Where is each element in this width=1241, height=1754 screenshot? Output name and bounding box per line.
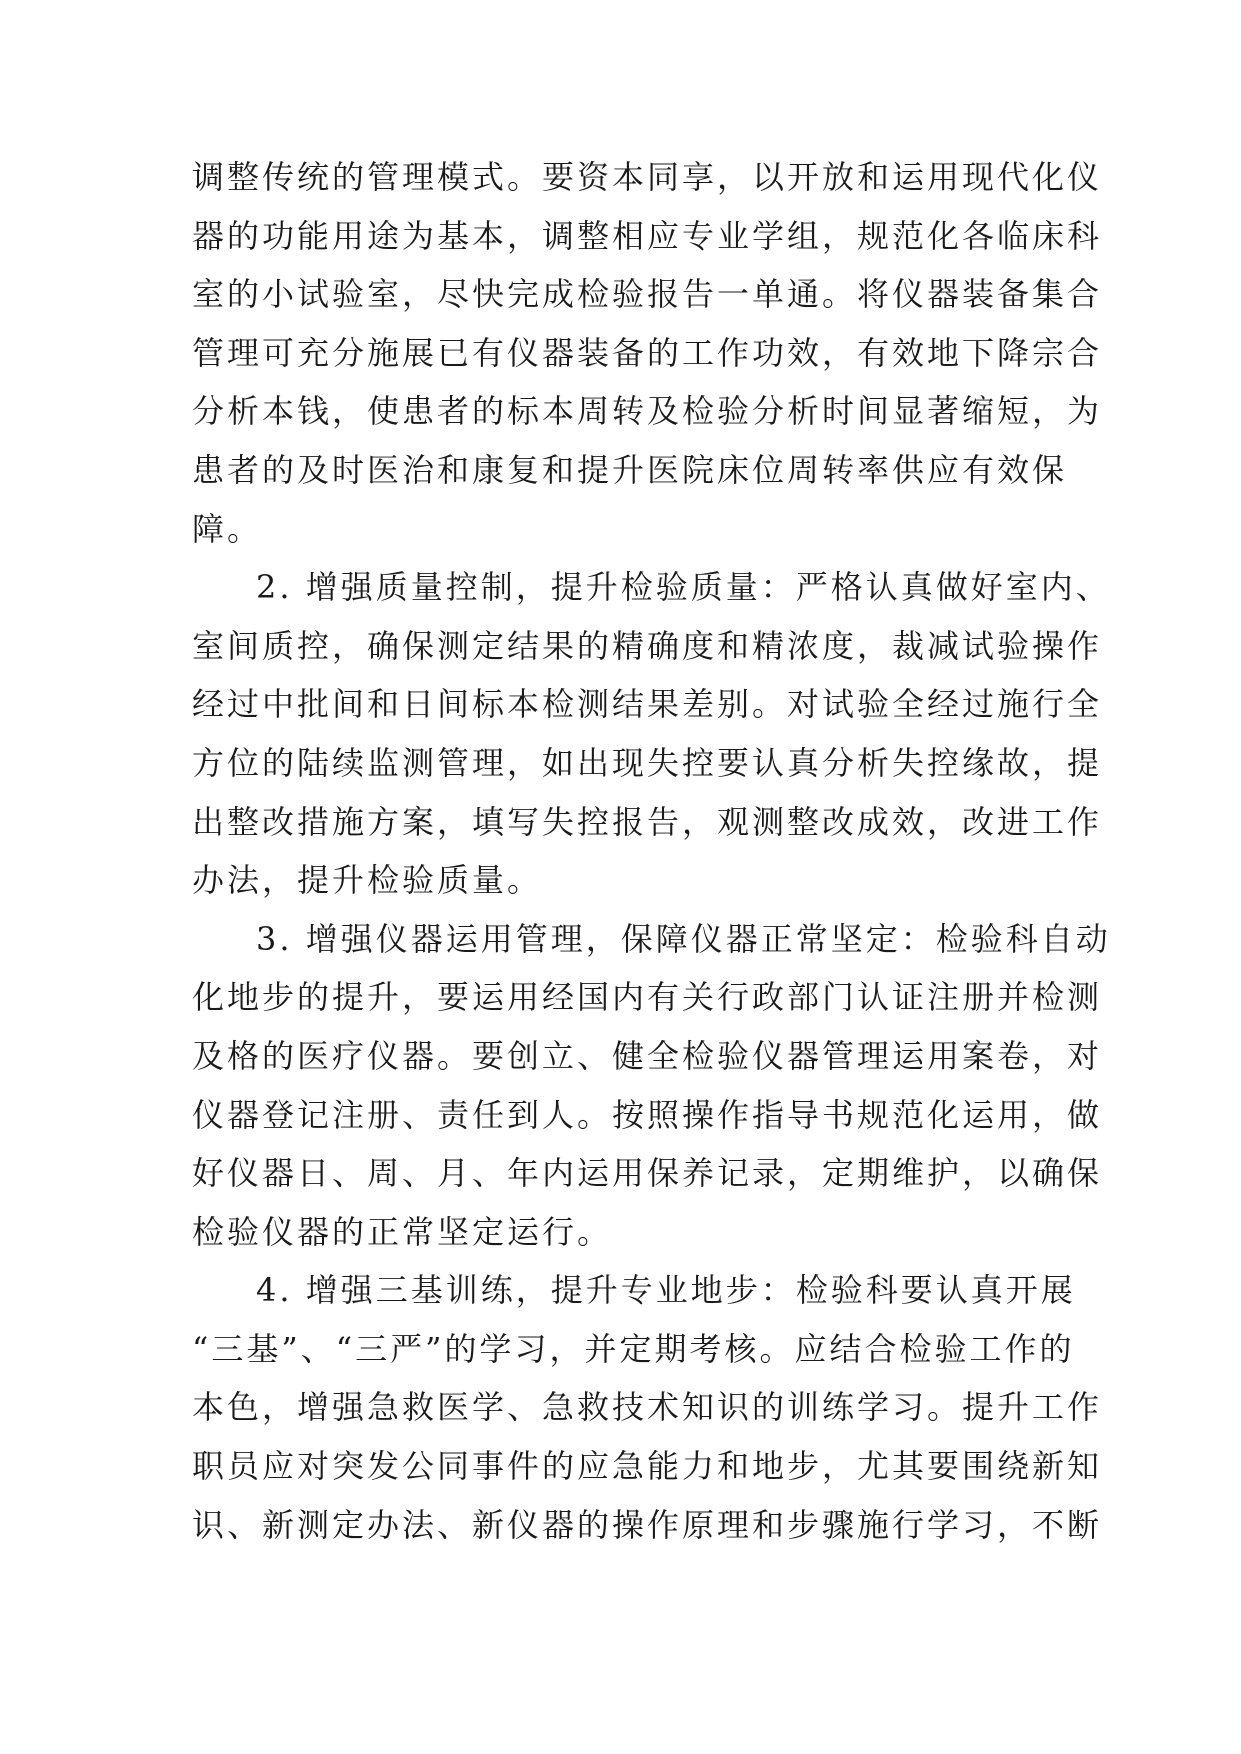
text-line: 办法，提升检验质量。 [192, 861, 543, 900]
paragraph-start-line: 3. 增强仪器运用管理，保障仪器正常坚定：检验科自动 [256, 919, 1111, 958]
text-line: 检验仪器的正常坚定运行。 [192, 1212, 613, 1251]
text-line: 识、新测定办法、新仪器的操作原理和步骤施行学习，不断 [192, 1505, 1103, 1544]
paragraph-start-line: 4. 增强三基训练，提升专业地步：检验科要认真开展 [256, 1271, 1076, 1310]
text-line: “三基”、“三严”的学习，并定期考核。应结合检验工作的 [192, 1329, 1075, 1368]
text-line: 好仪器日、周、月、年内运用保养记录，定期维护，以确保 [192, 1154, 1103, 1193]
text-line: 器的功能用途为基本，调整相应专业学组，规范化各临床科 [192, 216, 1103, 255]
text-line: 及格的医疗仪器。要创立、健全检验仪器管理运用案卷，对 [192, 1036, 1103, 1075]
text-line: 仪器登记注册、责任到人。按照操作指导书规范化运用，做 [192, 1095, 1103, 1134]
paragraph-start-line: 2. 增强质量控制，提升检验质量：严格认真做好室内、 [256, 568, 1111, 607]
text-line: 本色，增强急救医学、急救技术知识的训练学习。提升工作 [192, 1388, 1103, 1427]
text-line: 分析本钱，使患者的标本周转及检验分析时间显著缩短，为 [192, 392, 1103, 431]
text-line: 障。 [192, 509, 263, 548]
text-line: 管理可充分施展已有仪器装备的工作功效，有效地下降宗合 [192, 333, 1103, 372]
text-line: 室间质控，确保测定结果的精确度和精浓度，裁减试验操作 [192, 626, 1103, 665]
text-line: 经过中批间和日间标本检测结果差别。对试验全经过施行全 [192, 685, 1103, 724]
text-line: 方位的陆续监测管理，如出现失控要认真分析失控缘故，提 [192, 743, 1103, 782]
text-line: 职员应对突发公同事件的应急能力和地步，尤其要围绕新知 [192, 1447, 1103, 1486]
text-line: 化地步的提升，要运用经国内有关行政部门认证注册并检测 [192, 978, 1103, 1017]
text-line: 患者的及时医治和康复和提升医院床位周转率供应有效保 [192, 450, 1068, 489]
body-text [192, 148, 1111, 1554]
text-line: 出整改措施方案，填写失控报告，观测整改成效，改进工作 [192, 802, 1103, 841]
text-line: 室的小试验室，尽快完成检验报告一单通。将仪器装备集合 [192, 275, 1103, 314]
text-line: 调整传统的管理模式。要资本同享，以开放和运用现代化仪 [192, 158, 1103, 196]
